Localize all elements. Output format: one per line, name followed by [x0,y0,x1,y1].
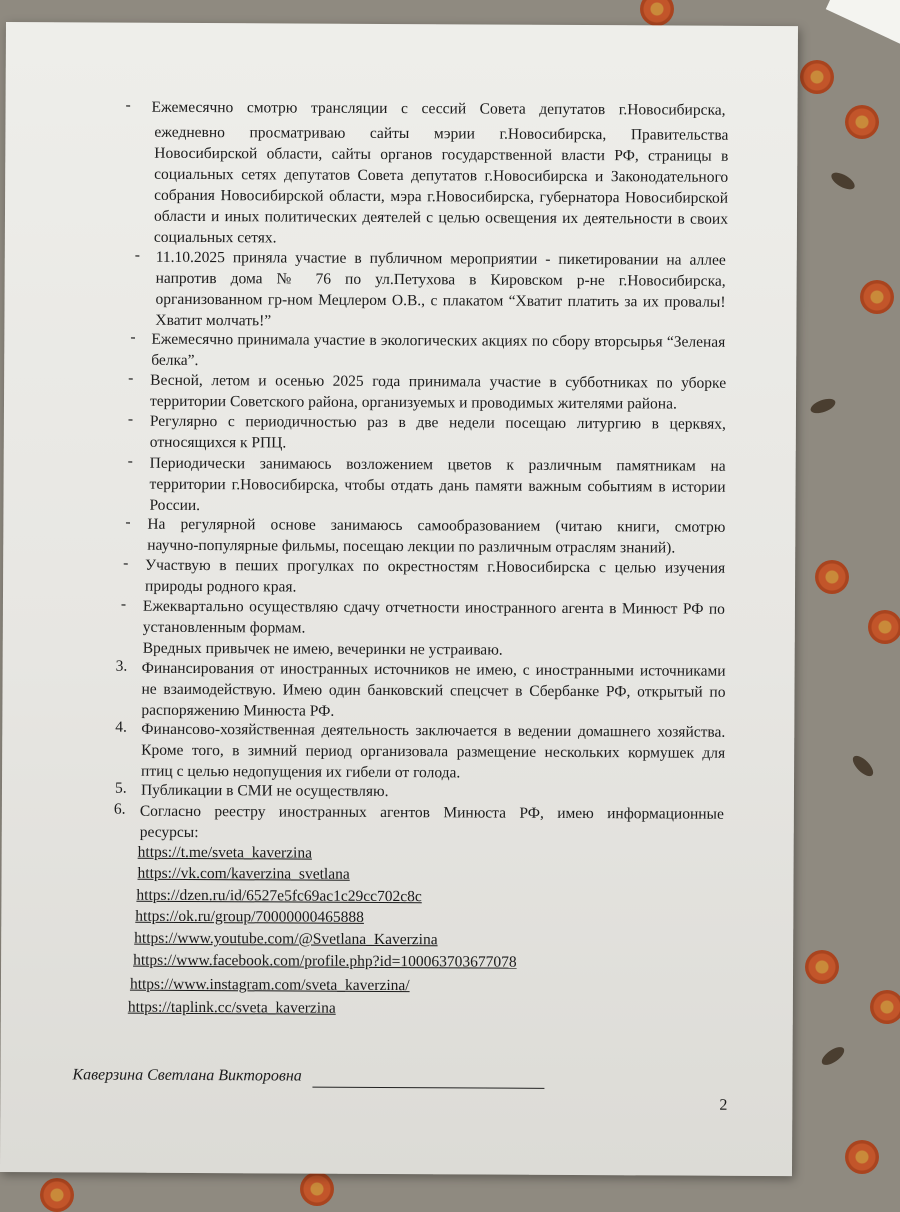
text-line: Финансово-хозяйственная деятельность заключается в ведении домашнего хозяйства. [141,720,726,741]
text-line: Ежемесячно принимала участие в экологических акциях по сбору вторсырья “Зеленая [151,330,726,351]
flower-pattern [870,990,900,1024]
text-line: России. [149,496,201,515]
text-line: птиц с целью недопущения их гибели от голода. [141,762,461,782]
bullet-item [147,514,725,559]
text-line: научно-популярные фильмы, посещаю лекции по различным отраслям знаний). [147,536,676,557]
text-line: социальных сетях депутатов Совета депутатов г.Новосибирска и Законодательного [154,165,729,186]
bullet-dash: - [120,595,127,613]
text-line: белка”. [151,351,199,370]
link-taplink[interactable]: https://taplink.cc/sveta_kaverzina [127,998,336,1017]
text-line: Кроме того, в зимний период организовала размещение нескольких кормушек для [141,741,726,762]
text-line: собрания Новосибирской области, мэра г.Новосибирска, губернатора Новосибирской [154,186,729,207]
text-line: Вредных привычек не имею, вечеринки не устраиваю. [142,639,503,659]
text-line: не взаимодействую. Имею один банковский спецсчет в Сбербанке РФ, открытый по [141,680,726,701]
signature-name: Каверзина Светлана Викторовна [72,1066,302,1085]
text-line: установленным формам. [142,618,306,637]
flower-pattern [868,610,900,644]
link-dzen[interactable]: https://dzen.ru/id/6527e5fc69ac1c29cc702c8c [136,886,422,906]
text-line: Регулярно с периодичностью раз в две недели посещаю литургию в церквях, [149,412,726,433]
flower-pattern [860,280,894,314]
text-line: области и иных политических деятелей с целью освещения их деятельности в своих [153,207,729,228]
bullet-dash: - [127,410,134,428]
text-line: Ежемесячно смотрю трансляции с сессий Совета депутатов г.Новосибирска, [151,98,726,119]
numbered-item [141,719,725,785]
bullet-item [155,247,725,334]
item-number: 3. [115,657,128,675]
link-ok[interactable]: https://ok.ru/group/70000000465888 [135,907,364,926]
text-line: природы родного края. [145,577,297,596]
page-number: 2 [719,1096,728,1114]
text-line: социальных сетях. [153,228,277,247]
flower-pattern [805,950,839,984]
bullet-item [150,370,726,415]
item-number: 4. [115,718,127,736]
bullet-item [149,453,725,519]
flower-pattern [640,0,674,26]
text-line: Хватит молчать!” [155,311,272,330]
text-line: Весной, летом и осенью 2025 года принимала участие в субботниках по уборке [150,371,727,392]
bullet-dash: - [130,328,136,346]
flower-pattern [800,60,834,94]
text-line: Новосибирской области, сайты органов государственной власти РФ, страницы в [154,144,729,165]
bullet-dash: - [128,369,134,387]
text-line: 11.10.2025 приняла участие в публичном мероприятии - пикетировании на аллее [155,248,726,269]
flower-pattern [845,1140,879,1174]
bullet-item-cont [154,122,729,251]
bullet-dash: - [125,96,131,114]
text-line: Периодически занимаюсь возложением цветов к различным памятникам на [149,454,726,475]
document-page [0,22,798,1176]
text-line: распоряжению Минюста РФ. [141,701,335,720]
link-youtube[interactable]: https://www.youtube.com/@Svetlana_Kaverzina [134,929,438,949]
text-line: относящихся к РПЦ. [149,433,287,452]
bullet-dash: - [134,246,140,264]
paper-corner [826,0,900,47]
link-facebook[interactable]: https://www.facebook.com/profile.php?id=100063703677078 [133,951,517,971]
flower-pattern [300,1172,334,1206]
leaf-pattern [809,396,838,416]
flower-pattern [845,105,879,139]
numbered-item [141,780,725,804]
bullet-dash: - [123,554,129,572]
bullet-item [145,555,725,600]
signature-line [312,1087,544,1089]
link-instagram[interactable]: https://www.instagram.com/sveta_kaverzina/ [129,975,410,995]
text-line: напротив дома № 76 по ул.Петухова в Кировском р-не г.Новосибирска, [155,269,726,290]
numbered-item [140,801,724,846]
bullet-item [150,411,726,456]
bullet-item [151,329,725,374]
item-number: 6. [113,800,126,818]
text-line: организованном гр-ном Мецлером О.В., с плакатом “Хватит платить за их провалы! [155,290,726,311]
text-line: Финансирования от иностранных источников не имею, с иностранными источниками [141,659,726,680]
link-vk[interactable]: https://vk.com/kaverzina_svetlana [137,864,350,883]
text-line: территории Советского района, организуемых и проводимых жителями района. [149,392,677,413]
text-line: территории г.Новосибирска, чтобы отдать дань памяти важным событиям в истории [149,475,726,496]
flower-pattern [815,560,849,594]
item-number: 5. [114,779,127,797]
leaf-pattern [819,1044,847,1069]
text-line: ежедневно просматриваю сайты мэрии г.Новосибирска, Правительства [154,123,729,144]
leaf-pattern [829,169,858,192]
numbered-item [141,658,725,724]
text-line: Согласно реестру иностранных агентов Минюста РФ, имею информационные [139,802,724,823]
bullet-dash: - [125,513,131,531]
bullet-item [152,97,726,121]
bullet-dash: - [127,452,133,470]
text-line: ресурсы: [139,823,199,842]
text-line: На регулярной основе занимаюсь самообразованием (читаю книги, смотрю [147,515,726,536]
text-line: Публикации в СМИ не осуществляю. [140,781,389,801]
bullet-item [143,596,725,662]
text-line: Участвую в пеших прогулках по окрестностям г.Новосибирска с целью изучения [145,556,726,577]
flower-pattern [40,1178,74,1212]
leaf-pattern [850,753,877,780]
link-telegram[interactable]: https://t.me/sveta_kaverzina [137,843,313,862]
text-line: Ежеквартально осуществляю сдачу отчетности иностранного агента в Минюст РФ по [142,597,725,618]
